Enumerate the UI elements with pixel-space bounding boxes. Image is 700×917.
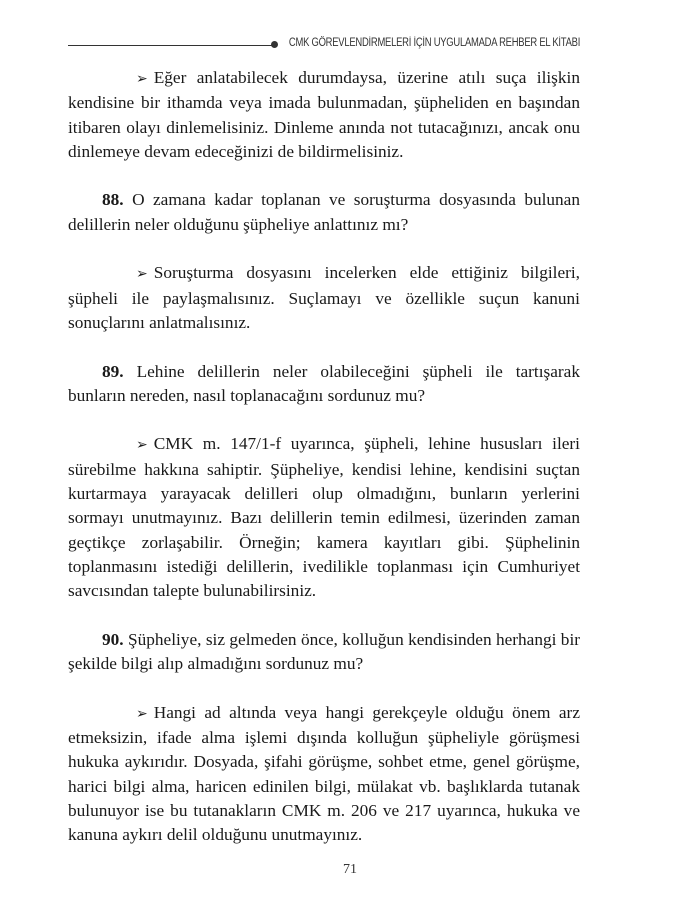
question-text: Lehine delillerin neler olabileceğini şüpheli ile tartışarak bunların nereden, nasıl toplanacağını sordunuz mu?	[68, 361, 580, 405]
question-paragraph	[68, 628, 580, 677]
arrow-bullet-icon: ➢	[136, 71, 148, 87]
question-number: 90.	[102, 629, 124, 649]
header-rule	[68, 45, 273, 46]
question-text: Şüpheliye, siz gelmeden önce, kolluğun kendisinden herhangi bir şekilde bilgi alıp almadığını sordunuz mu?	[68, 629, 581, 674]
bullet-text: CMK m. 147/1-f uyarınca, şüpheli, lehine hususları ileri sürebilme hakkına sahiptir. Şüpheliye, kendisi lehine, kendisini suçtan kurtarmaya yarayacak delilleri olup olmadığını, bunların yerlerini sormayı unutmayınız. Bazı delillerin temin edilmesi, üzerinden zaman geçtikçe zorlaşabilir. Örneğin; kamera kayıtları gibi. Şüphelinin toplanmasını istediği delillerin, ivedilikle toplanması için Cumhuriyet savcısından talepte bulunabilirsiniz.	[68, 434, 580, 601]
bullet-paragraph	[68, 701, 580, 848]
running-header-title: CMK GÖREVLENDİRMELERİ İÇİN UYGULAMADA REHBER EL KİTABI	[288, 37, 580, 49]
page-number: 71	[343, 862, 357, 877]
question-text: O zamana kadar toplanan ve soruşturma dosyasında bulunan delillerin neler olduğunu şüpheliye anlattınız mı?	[68, 190, 580, 234]
bullet-text: Eğer anlatabilecek durumdaysa, üzerine atılı suça ilişkin kendisine bir ithamda veya imada bulunmadan, şüpheliden en başından itibaren olayı dinlemelisiniz. Dinleme anında not tutacağınızı, ancak onu dinlemeye devam edeceğinizi de bildirmelisiniz.	[68, 68, 580, 161]
question-paragraph	[68, 188, 580, 237]
bullet-paragraph	[68, 261, 580, 335]
question-number: 89.	[102, 361, 124, 381]
header-bullet-dot	[271, 41, 278, 48]
question-paragraph	[68, 360, 580, 409]
arrow-bullet-icon: ➢	[136, 705, 148, 722]
bullet-text: Hangi ad altında veya hangi gerekçeyle olduğu önem arz etmeksizin, ifade alma işlemi dışında kolluğun şüpheliyle görüşmesi hukuka aykırıdır. Dosyada, şifahi görüşme, sohbet etme, genel görüşme, harici bilgi alma, haricen edinilen bilgi, mülakat vb. başlıklarda tutanak bulunuyor ise bu tutanakların CMK m. 206 ve 217 uyarınca, hukuka ve kanuna aykırı delil olduğunu unutmayınız.	[68, 702, 580, 845]
arrow-bullet-icon: ➢	[136, 437, 148, 454]
question-number: 88.	[102, 190, 124, 210]
bullet-paragraph	[68, 432, 580, 603]
bullet-text: Soruşturma dosyasını incelerken elde ettiğiniz bilgileri, şüpheli ile paylaşmalısınız. Suçlamayı ve özellikle suçun kanuni sonuçlarını anlatmalısınız.	[68, 263, 580, 332]
bullet-paragraph	[68, 66, 580, 164]
page-body	[68, 66, 580, 872]
page-header	[68, 36, 580, 56]
arrow-bullet-icon: ➢	[136, 266, 148, 283]
